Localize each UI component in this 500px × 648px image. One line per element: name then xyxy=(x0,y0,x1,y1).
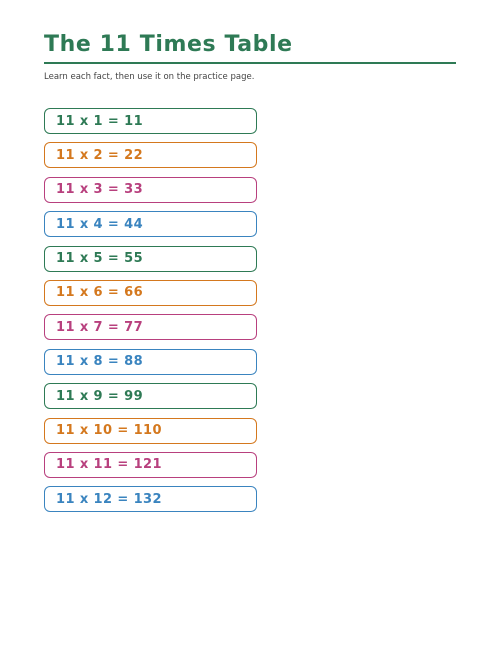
title-divider xyxy=(44,62,456,64)
fact-card xyxy=(44,314,257,340)
fact-text: 11 x 9 = 99 xyxy=(56,388,144,404)
fact-card xyxy=(44,211,257,237)
fact-text: 11 x 10 = 110 xyxy=(56,423,162,439)
fact-text: 11 x 4 = 44 xyxy=(56,216,144,232)
fact-card xyxy=(44,108,257,134)
page-instructions: Learn each fact, then use it on the practice page. xyxy=(44,72,255,82)
fact-card xyxy=(44,246,257,272)
worksheet-page xyxy=(44,30,456,521)
fact-card xyxy=(44,418,257,444)
fact-card xyxy=(44,349,257,375)
fact-text: 11 x 11 = 121 xyxy=(56,457,162,473)
fact-text: 11 x 6 = 66 xyxy=(56,285,144,301)
fact-card xyxy=(44,452,257,478)
fact-text: 11 x 8 = 88 xyxy=(56,354,144,370)
fact-card xyxy=(44,142,257,168)
fact-card xyxy=(44,486,257,512)
fact-text: 11 x 7 = 77 xyxy=(56,319,144,335)
fact-card xyxy=(44,177,257,203)
fact-text: 11 x 12 = 132 xyxy=(56,491,162,507)
page-title: The 11 Times Table xyxy=(44,32,293,57)
facts-list xyxy=(44,108,257,512)
fact-text: 11 x 2 = 22 xyxy=(56,147,144,163)
fact-card xyxy=(44,280,257,306)
fact-text: 11 x 3 = 33 xyxy=(56,182,144,198)
fact-text: 11 x 1 = 11 xyxy=(56,113,144,129)
fact-card xyxy=(44,383,257,409)
fact-text: 11 x 5 = 55 xyxy=(56,251,144,267)
